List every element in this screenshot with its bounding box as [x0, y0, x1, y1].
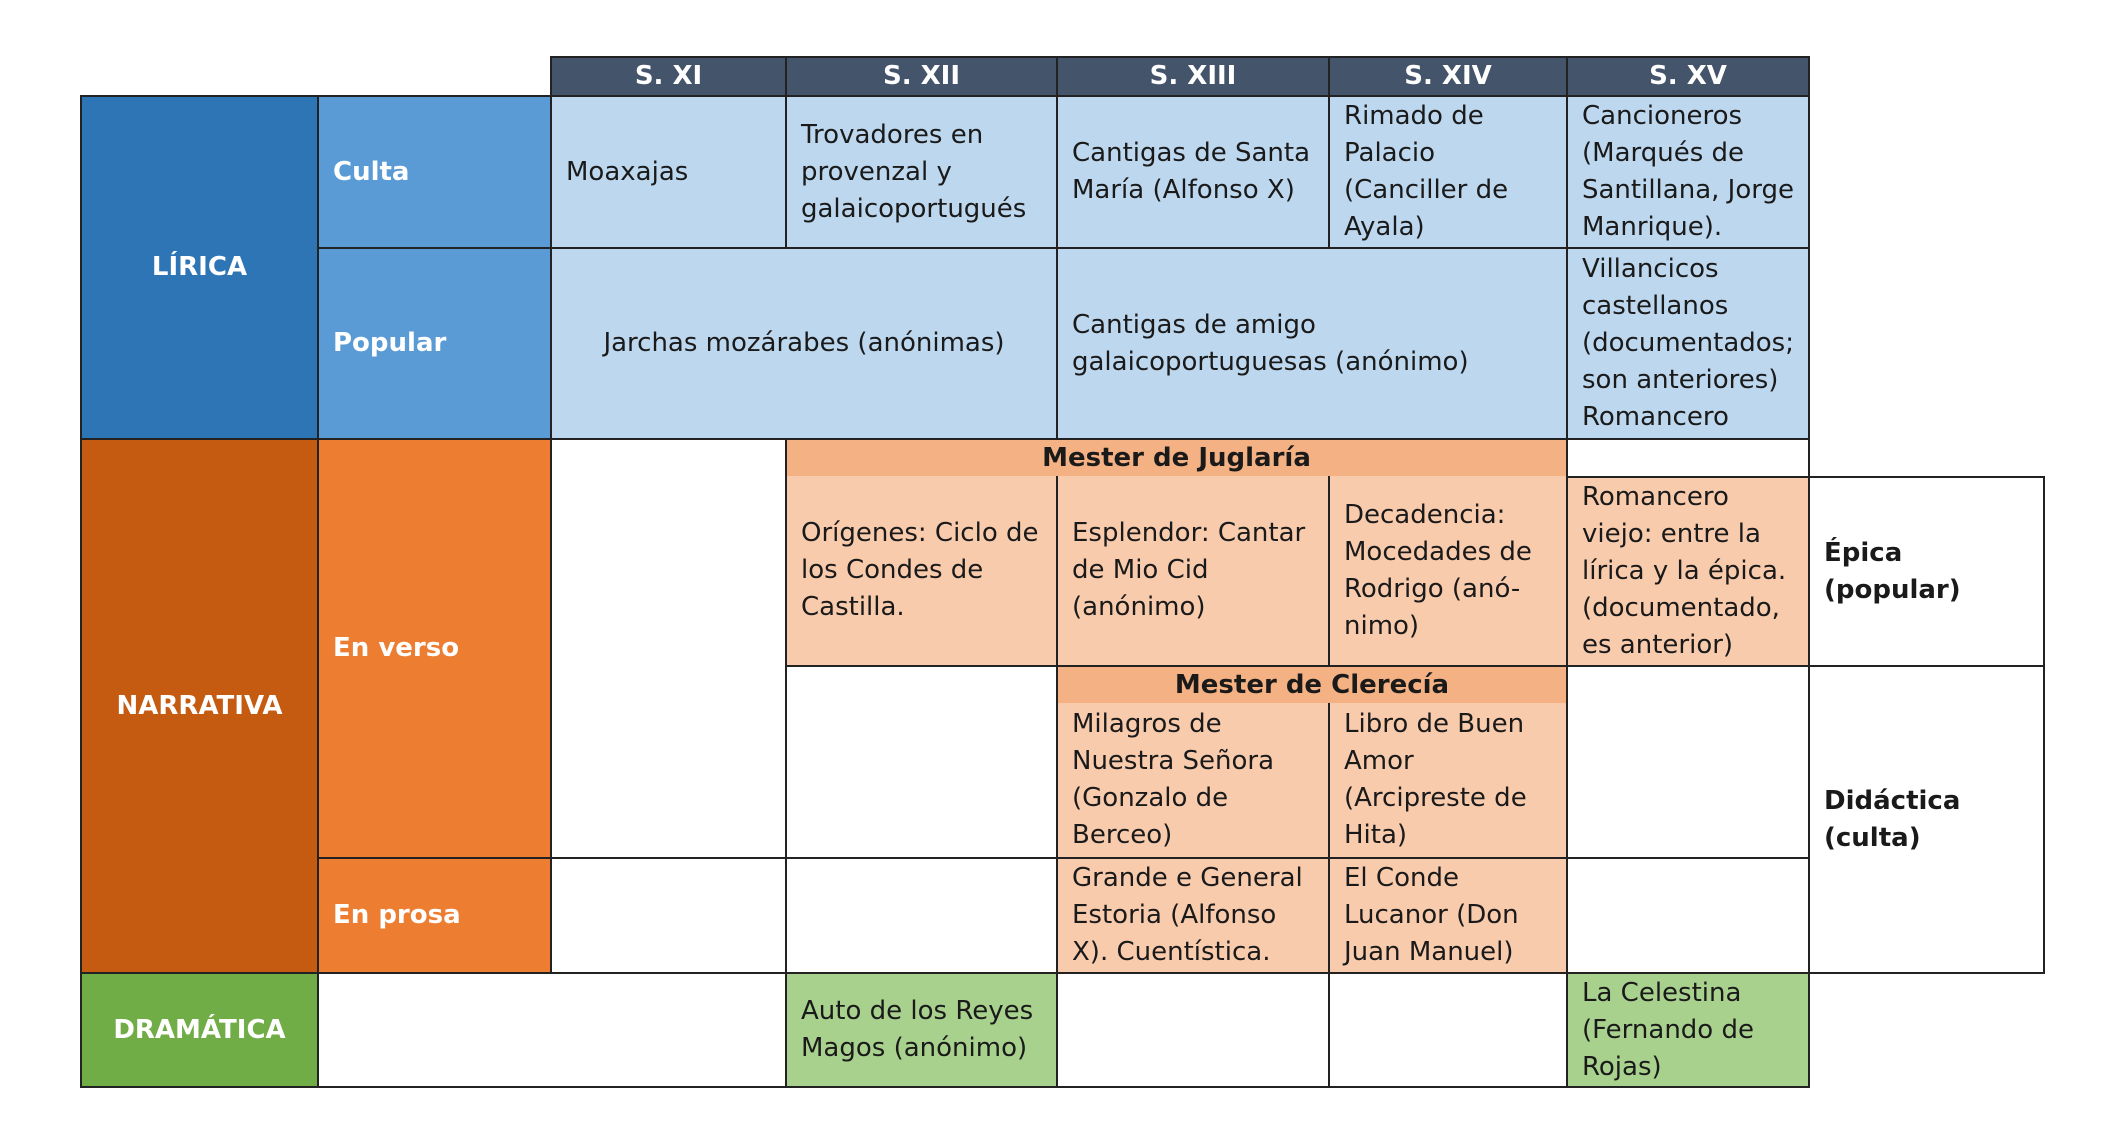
- category-lirica: LÍRICA: [80, 95, 319, 440]
- header-s-xiv: S. XIV: [1328, 56, 1568, 97]
- header-s-xi: S. XI: [550, 56, 787, 97]
- clerecia-s-xiii: Milagros de Nuestra Señora (Gonzalo de Berceo): [1056, 703, 1330, 859]
- lirica-popular-s-xi-xii: Jarchas mozárabes (anónimas): [550, 247, 1058, 440]
- lirica-culta-s-xi: Moaxajas: [550, 95, 787, 249]
- narrativa-juglaria-s-xv-top-empty: [1566, 438, 1810, 478]
- juglaria-s-xii: Orígenes: Ciclo de los Condes de Castilla.: [785, 476, 1058, 667]
- prosa-s-xv-empty: [1566, 857, 1810, 974]
- prosa-s-xi-empty: [550, 857, 787, 974]
- category-narrativa: NARRATIVA: [80, 438, 319, 974]
- mester-juglaria-header: Mester de Juglaría: [785, 438, 1568, 478]
- juglaria-s-xiv: Decadencia: Mocedades de Rodrigo (anó-nimo): [1328, 476, 1568, 667]
- subcategory-en-prosa: En prosa: [317, 857, 552, 974]
- dramatica-s-xii: Auto de los Reyes Magos (anónimo): [785, 972, 1058, 1088]
- dramatica-s-xiv-empty: [1328, 972, 1568, 1088]
- header-s-xiii: S. XIII: [1056, 56, 1330, 97]
- prosa-s-xiii: Grande e General Estoria (Alfonso X). Cuentística.: [1056, 857, 1330, 974]
- side-label-didactica: Didáctica (culta): [1808, 665, 2045, 974]
- juglaria-s-xiii: Esplendor: Cantar de Mio Cid (anónimo): [1056, 476, 1330, 667]
- clerecia-s-xv-empty: [1566, 665, 1810, 859]
- subcategory-en-verso: En verso: [317, 438, 552, 859]
- lirica-culta-s-xiii: Cantigas de Santa María (Alfonso X): [1056, 95, 1330, 249]
- category-dramatica: DRAMÁTICA: [80, 972, 319, 1088]
- clerecia-s-xiv: Libro de Buen Amor (Arcipreste de Hita): [1328, 703, 1568, 859]
- subcategory-culta: Culta: [317, 95, 552, 249]
- narrativa-verso-s-xi-empty: [550, 438, 787, 859]
- prosa-s-xiv: El Conde Lucanor (Don Juan Manuel): [1328, 857, 1568, 974]
- lirica-popular-s-xiii-xiv: Cantigas de amigo galaicoportuguesas (anónimo): [1056, 247, 1568, 440]
- prosa-s-xii-empty: [785, 857, 1058, 974]
- side-label-epica: Épica (popular): [1808, 476, 2045, 667]
- lirica-culta-s-xii: Trovadores en provenzal y galaicoportugués: [785, 95, 1058, 249]
- dramatica-s-xv: La Celestina (Fernando de Rojas): [1566, 972, 1810, 1088]
- mester-clerecia-header: Mester de Clerecía: [1056, 665, 1568, 705]
- dramatica-s-xi-empty: [317, 972, 787, 1088]
- lirica-culta-s-xiv: Rimado de Palacio (Canciller de Ayala): [1328, 95, 1568, 249]
- header-s-xv: S. XV: [1566, 56, 1810, 97]
- subcategory-popular: Popular: [317, 247, 552, 440]
- juglaria-s-xv: Romancero viejo: entre la lírica y la épica. (documentado, es anterior): [1566, 476, 1810, 667]
- lirica-culta-s-xv: Cancioneros (Marqués de Santillana, Jorge Manrique).: [1566, 95, 1810, 249]
- lirica-popular-s-xv: Villancicos castellanos (documentados; son anteriores) Romancero: [1566, 247, 1810, 440]
- clerecia-s-xii-empty: [785, 665, 1058, 859]
- dramatica-s-xiii-empty: [1056, 972, 1330, 1088]
- header-s-xii: S. XII: [785, 56, 1058, 97]
